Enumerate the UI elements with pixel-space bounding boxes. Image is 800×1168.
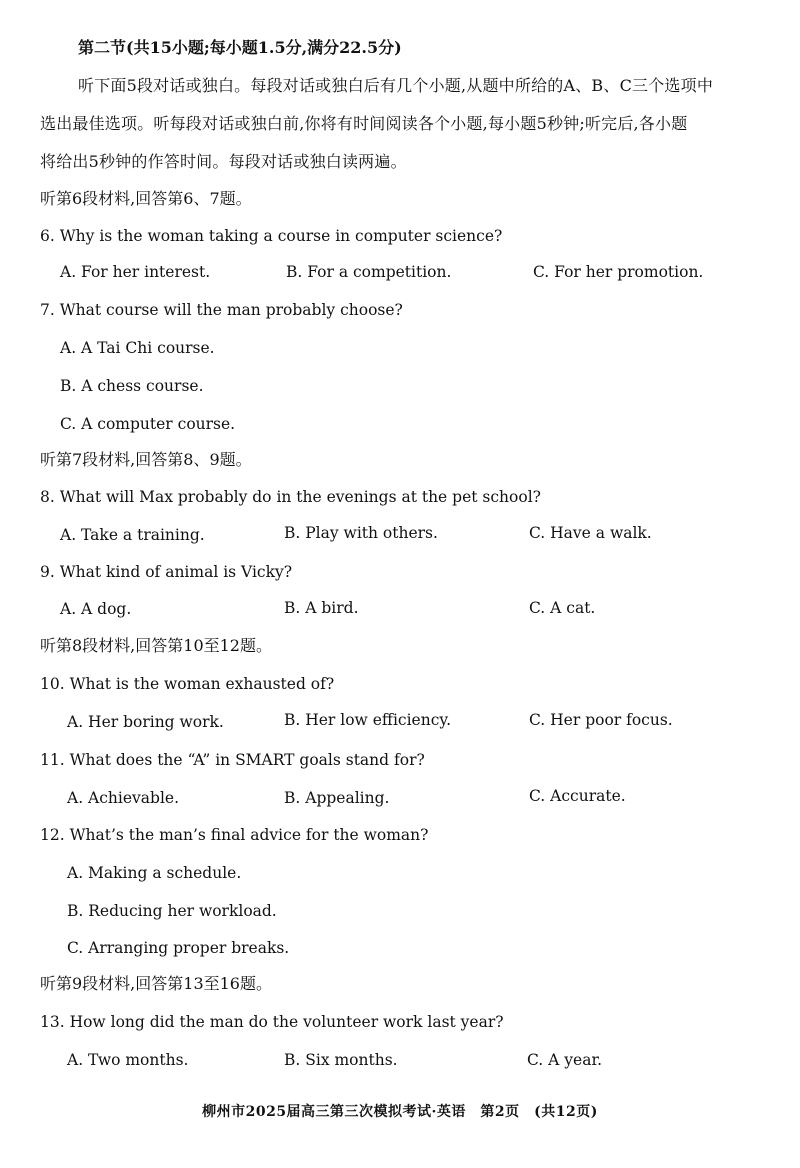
- question-7-option-c: C. A computer course.: [60, 415, 236, 433]
- question-10-option-b: B. Her low efficiency.: [284, 711, 451, 729]
- question-11-option-a: A. Achievable.: [67, 789, 180, 807]
- group-heading-7: 听第7段材料,回答第8、9题。: [40, 450, 252, 469]
- question-10-option-a: A. Her boring work.: [67, 713, 224, 731]
- question-8-option-c: C. Have a walk.: [529, 524, 652, 542]
- question-12-stem: 12. What’s the man’s final advice for the woman?: [40, 826, 429, 844]
- instruction-line-3: 将给出5秒钟的作答时间。每段对话或独白读两遍。: [40, 152, 407, 171]
- question-6-stem: 6. Why is the woman taking a course in computer science?: [40, 227, 503, 245]
- question-9-option-b: B. A bird.: [284, 599, 359, 617]
- question-8-option-b: B. Play with others.: [284, 524, 438, 542]
- question-6-option-c: C. For her promotion.: [533, 263, 704, 281]
- instruction-line-1: 听下面5段对话或独白。每段对话或独白后有几个小题,从题中所给的A、B、C三个选项中: [78, 76, 714, 95]
- group-heading-8: 听第8段材料,回答第10至12题。: [40, 636, 272, 655]
- question-7-option-a: A. A Tai Chi course.: [60, 339, 215, 357]
- group-heading-9: 听第9段材料,回答第13至16题。: [40, 974, 272, 993]
- question-10-stem: 10. What is the woman exhausted of?: [40, 675, 335, 693]
- question-12-option-b: B. Reducing her workload.: [67, 902, 277, 920]
- question-8-option-a: A. Take a training.: [60, 526, 205, 544]
- question-7-option-b: B. A chess course.: [60, 377, 204, 395]
- question-13-stem: 13. How long did the man do the volunteer work last year?: [40, 1013, 504, 1031]
- question-11-option-b: B. Appealing.: [284, 789, 390, 807]
- question-6-option-a: A. For her interest.: [60, 263, 211, 281]
- question-9-option-a: A. A dog.: [60, 600, 132, 618]
- question-8-stem: 8. What will Max probably do in the evenings at the pet school?: [40, 488, 541, 506]
- question-13-option-a: A. Two months.: [67, 1051, 189, 1069]
- question-12-option-a: A. Making a schedule.: [67, 864, 242, 882]
- section-title: 第二节(共15小题;每小题1.5分,满分22.5分): [78, 38, 402, 57]
- question-6-option-b: B. For a competition.: [286, 263, 452, 281]
- instruction-line-2: 选出最佳选项。听每段对话或独白前,你将有时间阅读各个小题,每小题5秒钟;听完后,各小题: [40, 114, 688, 133]
- page-footer: 柳州市2025届高三第三次模拟考试·英语 第2页 (共12页): [202, 1104, 598, 1120]
- question-10-option-c: C. Her poor focus.: [529, 711, 673, 729]
- question-9-option-c: C. A cat.: [529, 599, 596, 617]
- question-13-option-b: B. Six months.: [284, 1051, 398, 1069]
- group-heading-6: 听第6段材料,回答第6、7题。: [40, 189, 252, 208]
- question-13-option-c: C. A year.: [527, 1051, 603, 1069]
- question-11-stem: 11. What does the “A” in SMART goals stand for?: [40, 751, 425, 769]
- question-7-stem: 7. What course will the man probably choose?: [40, 301, 403, 319]
- question-9-stem: 9. What kind of animal is Vicky?: [40, 563, 293, 581]
- question-12-option-c: C. Arranging proper breaks.: [67, 939, 290, 957]
- question-11-option-c: C. Accurate.: [529, 787, 626, 805]
